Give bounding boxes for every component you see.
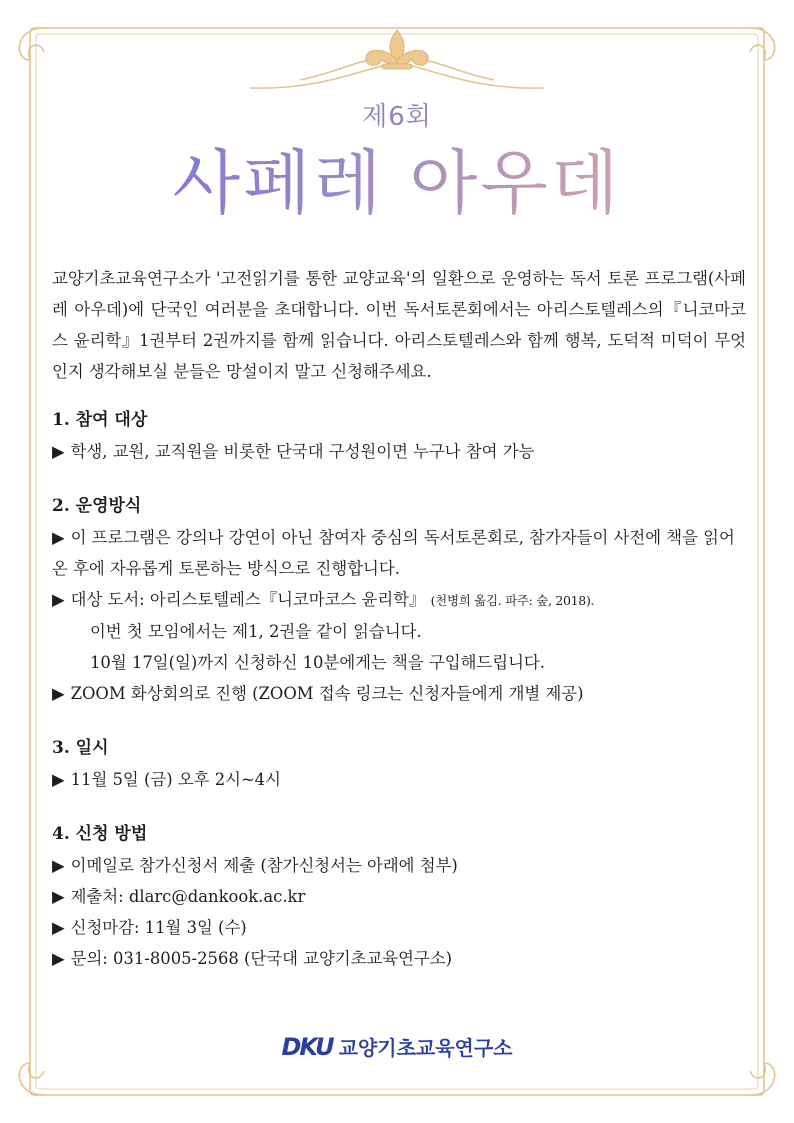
list-item-text: 문의: 031-8005-2568 (단국대 교양기초교육연구소) — [70, 949, 453, 968]
list-item-text: 제출처: dlarc@dankook.ac.kr — [70, 887, 306, 906]
triangle-icon: ▶ — [52, 528, 65, 547]
list-item — [52, 850, 746, 881]
list-item-text: ZOOM 화상회의로 진행 (ZOOM 접속 링크는 신청자들에게 개별 제공) — [70, 684, 584, 703]
triangle-icon: ▶ — [52, 856, 65, 875]
list-item — [52, 881, 746, 912]
page-title: 사페레 아우데 — [0, 140, 794, 226]
list-item-text: 신청마감: 11월 3일 (수) — [70, 918, 247, 937]
triangle-icon: ▶ — [52, 770, 65, 789]
episode-number: 제6회 — [362, 102, 432, 132]
triangle-icon: ▶ — [52, 442, 65, 461]
list-item-text: 11월 5일 (금) 오후 2시~4시 — [70, 770, 281, 789]
list-item — [52, 912, 746, 943]
triangle-icon: ▶ — [52, 918, 65, 937]
logo-text: 교양기초교육연구소 — [338, 1036, 513, 1060]
list-item-text: 이메일로 참가신청서 제출 (참가신청서는 아래에 첨부) — [70, 856, 458, 875]
intro-paragraph: 교양기초교육연구소가 '고전읽기를 통한 교양교육'의 일환으로 운영하는 독서 토론 프로그램(사페레 아우데)에 단국인 여러분을 초대합니다. 이번 독서토론회에서는 아리스토텔레스의『니코마코스 윤리학』1권부터 2권까지를 함께 읽습니다. 아리스토텔레스와 함께 행복, 도덕적 미덕이 무엇인지 생각해보실 분들은 망설이지 말고 신청해주세요. — [52, 269, 746, 381]
triangle-icon: ▶ — [52, 949, 65, 968]
list-item — [52, 678, 746, 709]
list-item-text: 대상 도서: 아리스토텔레스『니코마코스 윤리학』 — [70, 590, 426, 609]
section-title-target: 1. 참여 대상 — [52, 410, 148, 430]
list-item-continuation: 이번 첫 모임에서는 제1, 2권을 같이 읽습니다. — [90, 622, 422, 641]
section-title-date: 3. 일시 — [52, 738, 109, 758]
dku-logo-icon: DKU — [281, 1032, 333, 1061]
list-item-text: 이 프로그램은 강의나 강연이 아닌 참여자 중심의 독서토론회로, 참가자들이 사전에 책을 읽어온 후에 자유롭게 토론하는 방식으로 진행합니다. — [52, 528, 735, 578]
institute-logo — [0, 1032, 794, 1061]
triangle-icon: ▶ — [52, 684, 65, 703]
list-item — [52, 584, 746, 616]
section-title-apply: 4. 신청 방법 — [52, 824, 148, 844]
list-item — [52, 943, 746, 974]
list-item — [52, 436, 746, 467]
document-body — [52, 263, 746, 974]
list-item-text: 학생, 교원, 교직원을 비롯한 단국대 구성원이면 누구나 참여 가능 — [70, 442, 535, 461]
list-item-continuation: 10월 17일(일)까지 신청하신 10분에게는 책을 구입해드립니다. — [90, 653, 545, 672]
section-title-method: 2. 운영방식 — [52, 496, 142, 516]
triangle-icon: ▶ — [52, 887, 65, 906]
triangle-icon: ▶ — [52, 590, 65, 609]
book-citation: (천병희 옮김. 파주: 숲, 2018). — [430, 593, 595, 608]
list-item — [52, 522, 746, 584]
list-item — [52, 764, 746, 795]
